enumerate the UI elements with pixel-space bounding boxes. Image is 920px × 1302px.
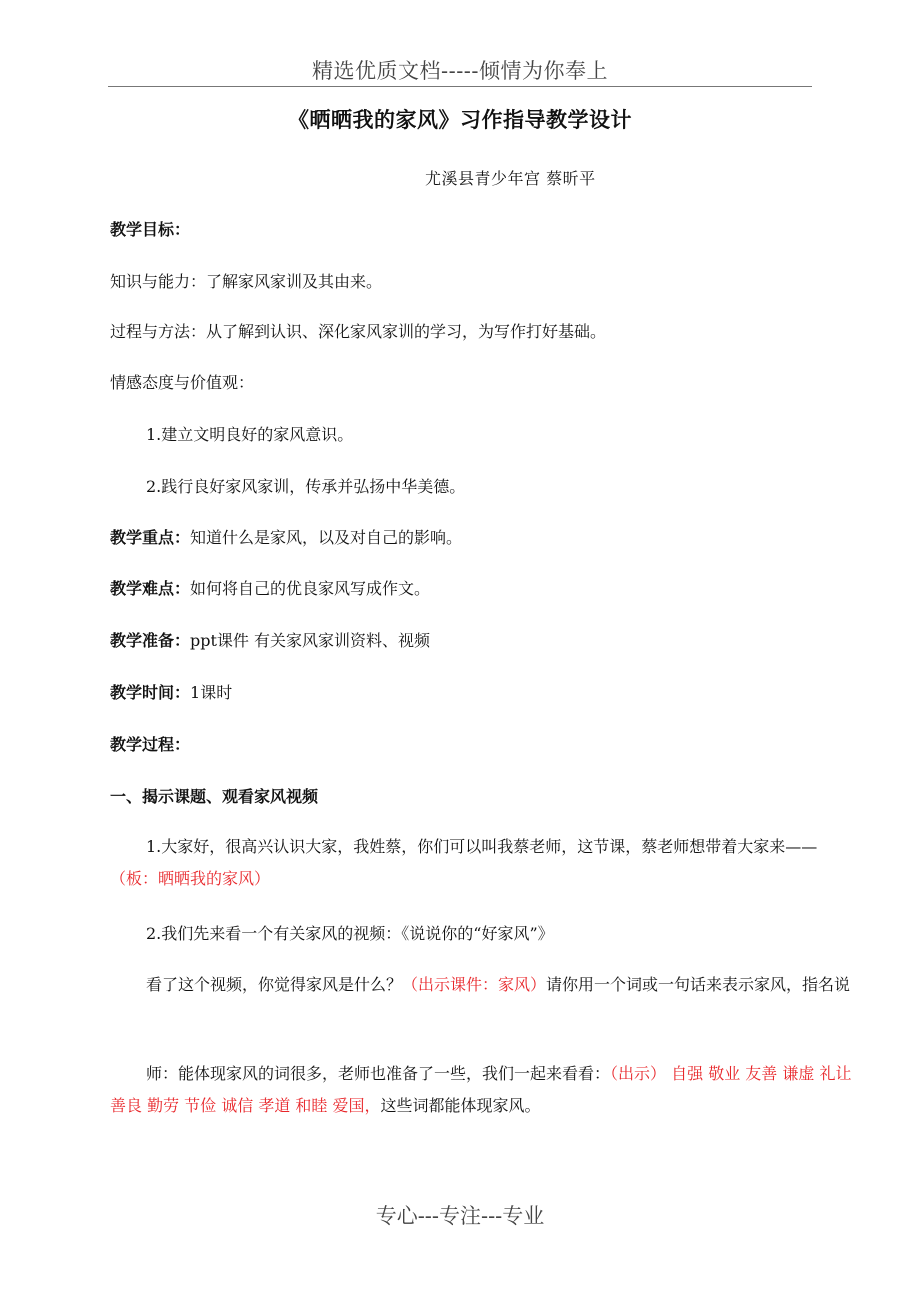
header-divider <box>108 86 812 87</box>
section1-paragraph-3 <box>110 969 855 1001</box>
objectives-heading: 教学目标： <box>110 220 191 239</box>
section1-heading: 一、揭示课题、观看家风视频 <box>110 787 319 806</box>
board-note: （板：晒晒我的家风） <box>110 869 271 888</box>
section1-paragraph-1 <box>110 831 855 895</box>
author-line: 尤溪县青少年宫 蔡昕平 <box>425 169 596 188</box>
objective-knowledge: 知识与能力：了解家风家训及其由来。 <box>110 272 383 291</box>
section1-paragraph-2 <box>110 918 855 950</box>
paragraph-2-text: 2.我们先来看一个有关家风的视频：《说说你的“好家风”》 <box>146 924 554 943</box>
courseware-note: （出示课件：家风） <box>402 975 547 994</box>
paragraph-4-text-a: 师：能体现家风的词很多，老师也准备了一些，我们一起来看看： <box>146 1064 611 1083</box>
teaching-time <box>110 683 855 703</box>
page-header: 精选优质文档-----倾情为你奉上 <box>312 59 608 83</box>
preparation <box>110 631 855 651</box>
teaching-time-label: 教学时间： <box>110 683 191 702</box>
paragraph-4-text-b: 这些词都能体现家风。 <box>380 1096 541 1115</box>
key-point-label: 教学重点： <box>110 528 191 547</box>
emotion-item-2: 2.践行良好家风家训，传承并弘扬中华美德。 <box>146 477 466 496</box>
objective-emotion: 情感态度与价值观： <box>110 373 255 392</box>
emotion-item-1: 1.建立文明良好的家风意识。 <box>146 425 354 444</box>
key-point <box>110 528 855 548</box>
paragraph-3-text-b: 请你用一个词或一句话来表示家风，指名说 <box>546 975 851 994</box>
section1-paragraph-4 <box>110 1058 855 1122</box>
process-heading: 教学过程： <box>110 735 191 754</box>
preparation-label: 教学准备： <box>110 631 191 650</box>
key-point-text: 知道什么是家风，以及对自己的影响。 <box>190 528 463 547</box>
difficulty-label: 教学难点： <box>110 579 191 598</box>
paragraph-3-text-a: 看了这个视频，你觉得家风是什么？ <box>146 975 403 994</box>
difficulty-text: 如何将自己的优良家风写成作文。 <box>190 579 431 598</box>
difficulty <box>110 579 855 599</box>
paragraph-1-text: 1.大家好，很高兴认识大家，我姓蔡，你们可以叫我蔡老师，这节课，蔡老师想带着大家来—— <box>146 837 818 856</box>
show-note: （出示） <box>610 1064 667 1083</box>
page-footer: 专心---专注---专业 <box>375 1204 545 1228</box>
preparation-text: ppt课件 有关家风家训资料、视频 <box>190 631 431 650</box>
objective-process: 过程与方法：从了解到认识、深化家风家训的学习，为写作打好基础。 <box>110 322 607 341</box>
family-values-words: 自强 敬业 友善 谦虚 礼让 善良 勤劳 节俭 诚信 孝道 和睦 爱国， <box>110 1064 852 1115</box>
teaching-time-text: 1课时 <box>190 683 233 702</box>
document-title: 《晒晒我的家风》习作指导教学设计 <box>288 107 632 132</box>
